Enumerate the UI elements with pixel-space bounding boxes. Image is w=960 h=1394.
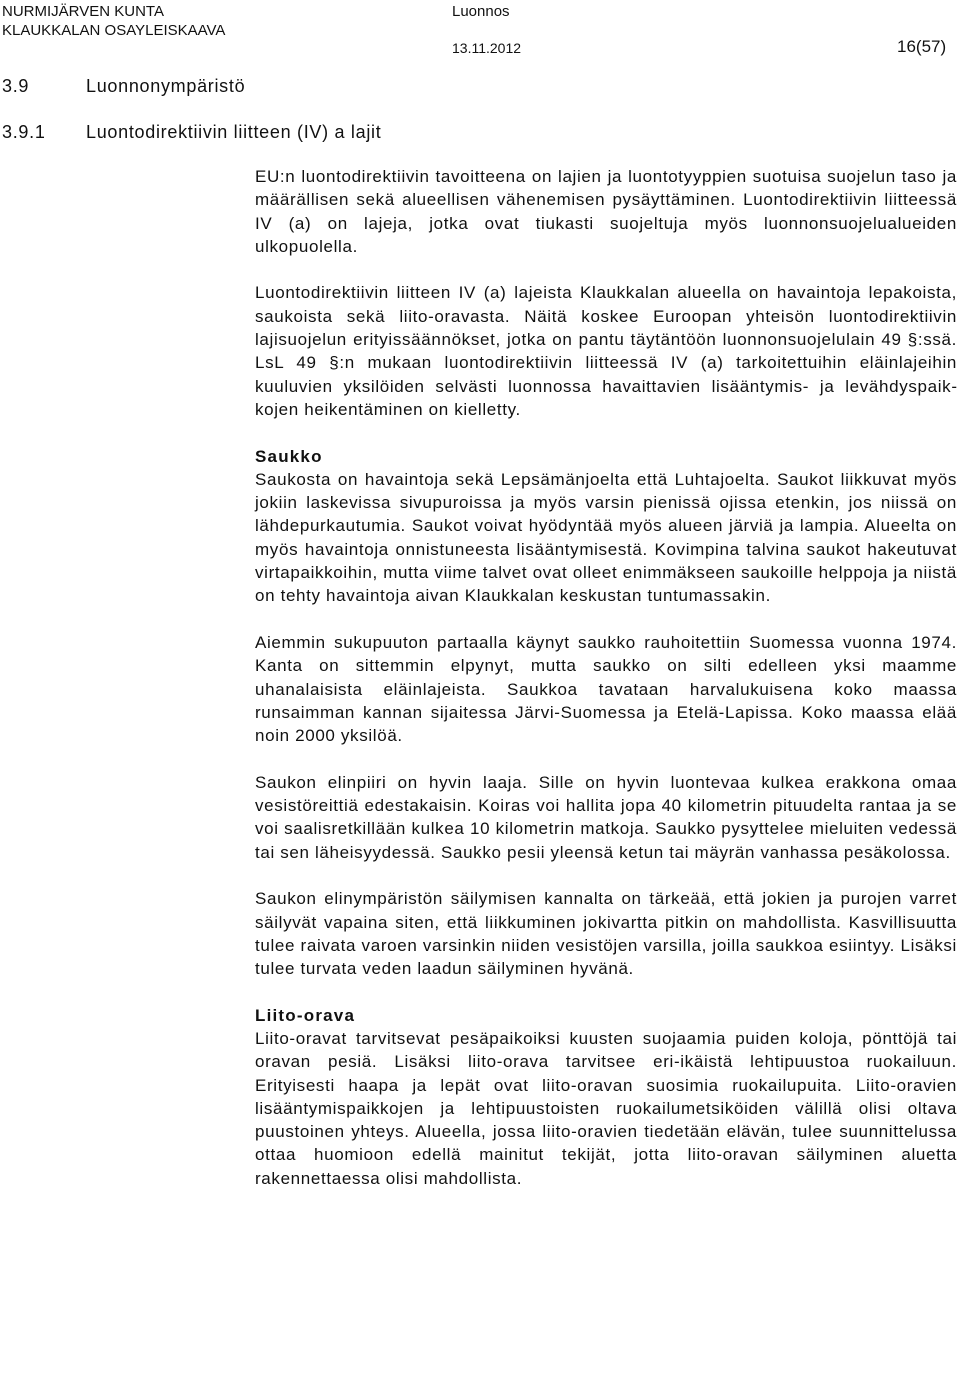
heading-liito-orava: Liito-orava [255, 1005, 356, 1025]
section-heading [2, 75, 245, 97]
paragraph-liito-orava: Liito-oravat tarvitsevat pesäpaikoiksi kuusten suojaamia puiden koloja, pönttöjä tai oravan pesiä. Lisäksi liito-orava tarvitsee eri-ikäistä lehtipuustoa ruokailuun. Erityisesti haapa ja lepät ovat liito-oravan suosimia ruokailupuita. Liito-oravien lisääntymispaikkojen ja lehtipuustoisten ruokailumetsiköiden välillä olisi oltava puustoinen yhteys. Alueella, jossa liito-oravien tiedetään elävän, tulee suunnittelussa ottaa huomioon edellä mainitut tekijät, jotta liito-oravan säilyminen aluetta rakennettaessa olisi mahdollista. [255, 1028, 957, 1188]
paragraph-intro: EU:n luontodirektiivin tavoitteena on lajien ja luontotyyppien suotuisa suojelun taso ja määrällisen sekä alueellisen vähenemisen pysäyttäminen. Luontodirektiivin liitteessä IV (a) on lajeja, jotka ovat tiukasti suojeltuja myös luonnonsuojelualueiden ulkopuolella. [255, 167, 957, 256]
section-title: Luonnonympäristö [86, 76, 246, 96]
heading-saukko: Saukko [255, 446, 323, 466]
subsection-number: 3.9.1 [2, 122, 46, 142]
header-document-status: Luonnos [452, 3, 510, 20]
paragraph-saukko-range: Saukon elinpiiri on hyvin laaja. Sille on hyvin luontevaa kulkea erakkona omaa vesistöreittiä edestakaisin. Koiras voi hallita jopa 40 kilometrin pituudelta rantaa ja se voi saalisretkillään kulkea 10 kilometrin matkoja. Saukko pysyttelee mieluiten vedessä tai sen läheisyydessä. Saukko pesii yleensä ketun tai mäyrän vanhassa pesäkolossa. [255, 772, 957, 862]
header-date: 13.11.2012 [452, 40, 522, 56]
subsection-title: Luontodirektiivin liitteen (IV) a lajit [86, 122, 382, 142]
header-plan-name: KLAUKKALAN OSAYLEISKAAVA [2, 22, 226, 39]
header-organization: NURMIJÄRVEN KUNTA [2, 3, 164, 20]
subsection-heading [2, 121, 381, 143]
body-text [255, 165, 957, 1213]
section-number: 3.9 [2, 76, 30, 96]
paragraph-saukko-observations: Saukosta on havaintoja sekä Lepsämänjoelta että Luhtajoelta. Saukot liikkuvat myös jokiin laskevissa sivupuroissa ja myös varsin pienissä ojissa etenkin, jos niissä on lähdepurkautumia. Saukot voivat hyödyntää myös alueen järviä ja lampia. Alueelta on myös havaintoja onnistuneesta lisääntymisestä. Kovimpina talvina saukot hakeutuvat virtapaikkoihin, mutta viime talvet ovat olleet enimmäkseen saukoille helppoja ja niistä on tehty havaintoja aivan Klaukkalan keskustan tuntumassakin. [255, 469, 957, 606]
paragraph-saukko-habitat: Saukon elinympäristön säilymisen kannalta on tärkeää, että jokien ja purojen varret säilyvät vapaina siten, että liikkuminen jokivartta pitkin on mahdollista. Kasvillisuutta tulee raivata varoen varsinkin niiden vesistöjen varsilla, joilla saukkoa esiintyy. Lisäksi tulee turvata veden laadun säilyminen hyvänä. [255, 889, 957, 979]
header-page-number: 16(57) [897, 37, 947, 56]
paragraph-saukko-history: Aiemmin sukupuuton partaalla käynyt saukko rauhoitettiin Suomessa vuonna 1974. Kanta on sittemmin elpynyt, mutta saukko on silti edelleen yksi maamme uhanalaisista eläinlajeista. Saukkoa tavataan harvalukuisena koko maassa runsaimman kannan sijaitessa Järvi-Suomessa ja Etelä-Lapissa. Koko maassa elää noin 2000 yksilöä. [255, 632, 957, 746]
paragraph-species: Luontodirektiivin liitteen IV (a) lajeista Klaukkalan alueella on havaintoja lepakoista, saukoista sekä liito-oravasta. Näitä koskee Euroopan yhteisön luontodirektiivin lajisuojelun erityissäännökset, jotka on pantu täytäntöön luonnonsuojelulain 49 §:ssä. LsL 49 §:n mukaan luontodirektiivin liitteessä IV (a) tarkoitettuihin eläinlajeihin kuuluvien yksilöiden selvästi luonnossa havaittavien lisääntymis- ja levähdyspaikkojen heikentäminen on kielletty. [255, 283, 957, 419]
